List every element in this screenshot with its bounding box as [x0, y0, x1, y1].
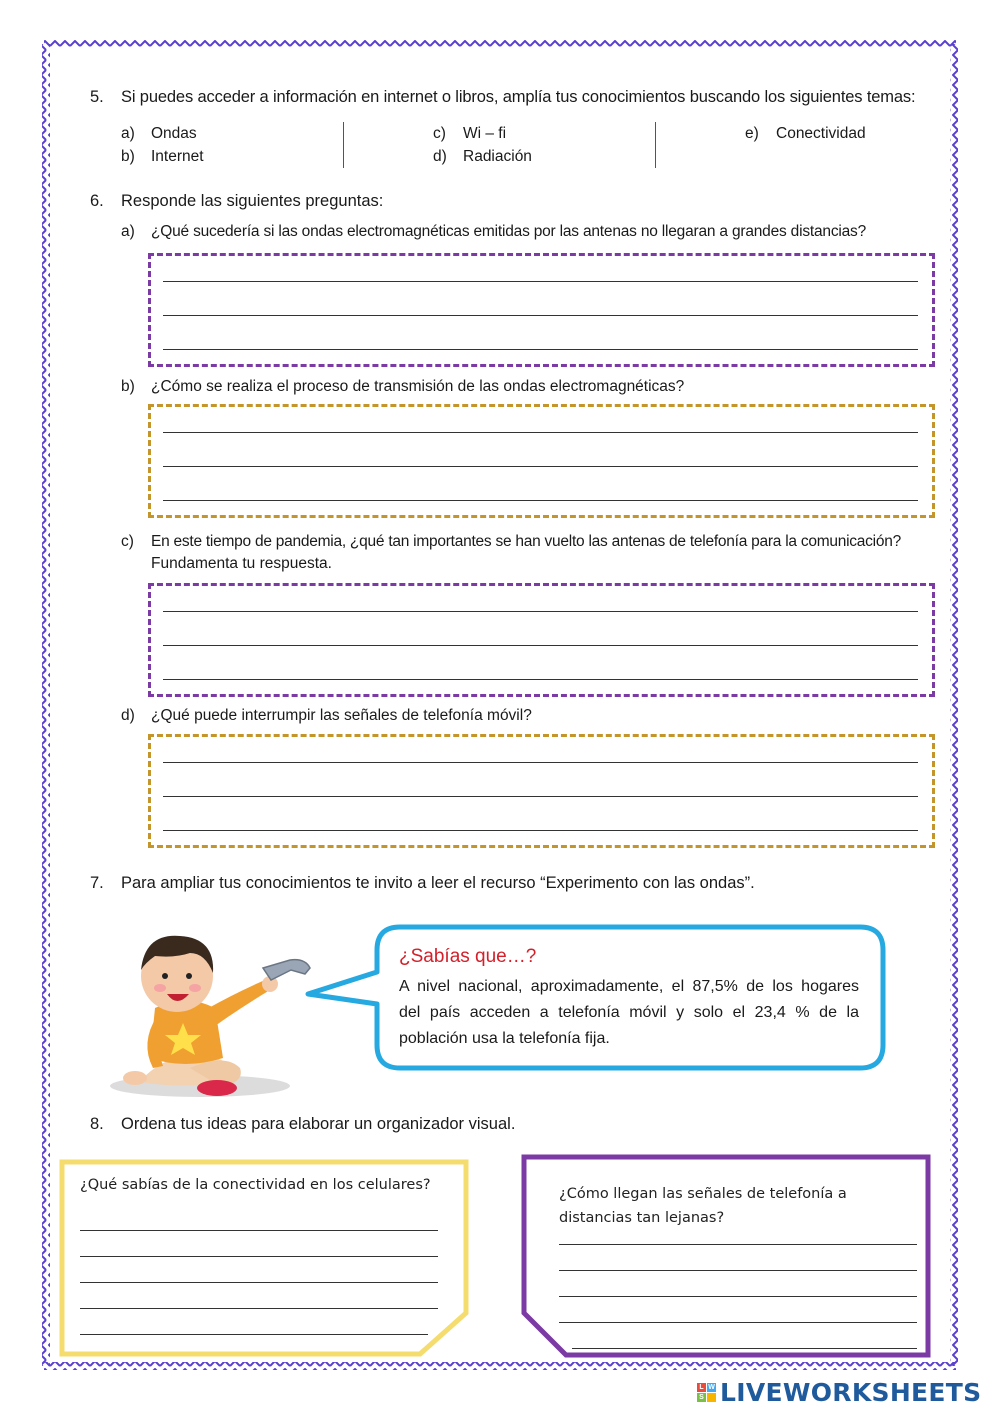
- logo-mark-l: L: [697, 1383, 706, 1392]
- q6b-letter: b): [121, 378, 135, 395]
- answer-box-6c[interactable]: [148, 583, 935, 697]
- q8-number: 8.: [90, 1115, 104, 1133]
- topic-wifi: Wi – fi: [463, 125, 507, 142]
- answer-line[interactable]: [163, 679, 918, 680]
- answer-line[interactable]: [163, 315, 918, 316]
- answer-line[interactable]: [559, 1270, 917, 1271]
- answer-line[interactable]: [163, 281, 918, 282]
- answer-line[interactable]: [80, 1334, 428, 1335]
- logo-mark-w: W: [708, 1384, 715, 1391]
- q6c-text-2: Fundamenta tu respuesta.: [151, 555, 332, 572]
- answer-line[interactable]: [163, 500, 918, 501]
- topic-ondas: Ondas: [151, 125, 197, 142]
- answer-line[interactable]: [80, 1230, 438, 1231]
- q7-text: Para ampliar tus conocimientos te invito a leer el recurso “Experimento con las ondas”.: [121, 874, 755, 892]
- brand-name: LIVEWORKSHEETS: [720, 1378, 982, 1407]
- bubble-line-1: A nivel nacional, aproximadamente, el 87,5% de los hogares: [399, 978, 859, 995]
- answer-line[interactable]: [559, 1296, 917, 1297]
- organizer-right-question-line-2: distancias tan lejanas?: [559, 1210, 725, 1226]
- answer-line[interactable]: [572, 1348, 917, 1349]
- q6d-letter: d): [121, 707, 135, 724]
- organizer-right-question: [559, 1182, 847, 1230]
- organizer-right-question-line-1: ¿Cómo llegan las señales de telefonía a: [559, 1186, 847, 1202]
- logo-mark-dot: [707, 1393, 716, 1402]
- topic-letter: d): [433, 148, 447, 165]
- q7-number: 7.: [90, 874, 104, 892]
- divider: [655, 122, 656, 168]
- answer-line[interactable]: [163, 830, 918, 831]
- topic-conectividad: Conectividad: [776, 125, 866, 142]
- answer-line[interactable]: [163, 466, 918, 467]
- q6a-letter: a): [121, 223, 135, 240]
- answer-line[interactable]: [163, 349, 918, 350]
- q8-text: Ordena tus ideas para elaborar un organizador visual.: [121, 1115, 516, 1133]
- answer-line[interactable]: [80, 1256, 438, 1257]
- q5-text: Si puedes acceder a información en internet o libros, amplía tus conocimientos buscando los siguientes temas:: [121, 88, 916, 106]
- answer-box-6b[interactable]: [148, 404, 935, 518]
- topic-letter: b): [121, 148, 135, 165]
- topic-letter: a): [121, 125, 135, 142]
- q5-number: 5.: [90, 88, 104, 106]
- answer-line[interactable]: [163, 762, 918, 763]
- bubble-line-3: población usa la telefonía fija.: [399, 1030, 610, 1047]
- q6d-text: ¿Qué puede interrumpir las señales de telefonía móvil?: [151, 707, 532, 724]
- topic-internet: Internet: [151, 148, 204, 165]
- answer-line[interactable]: [163, 645, 918, 646]
- bubble-body: [399, 974, 859, 1052]
- q6b-text: ¿Cómo se realiza el proceso de transmisión de las ondas electromagnéticas?: [151, 378, 685, 395]
- bubble-title: ¿Sabías que…?: [399, 946, 537, 967]
- answer-line[interactable]: [80, 1308, 438, 1309]
- bubble-line-2: del país acceden a telefonía móvil y solo el 23,4 % de la: [399, 1004, 859, 1021]
- answer-line[interactable]: [163, 796, 918, 797]
- q6c-text: En este tiempo de pandemia, ¿qué tan importantes se han vuelto las antenas de telefonía para la comunicación?: [151, 533, 901, 550]
- logo-mark: [697, 1383, 716, 1402]
- q6c-letter: c): [121, 533, 134, 550]
- liveworksheets-logo[interactable]: [697, 1378, 981, 1407]
- q6-text: Responde las siguientes preguntas:: [121, 192, 384, 210]
- answer-line[interactable]: [80, 1282, 438, 1283]
- answer-line[interactable]: [559, 1244, 917, 1245]
- answer-line[interactable]: [163, 432, 918, 433]
- topic-radiacion: Radiación: [463, 148, 532, 165]
- logo-mark-s: S: [697, 1393, 706, 1402]
- q6a-text: ¿Qué sucedería si las ondas electromagnéticas emitidas por las antenas no llegaran a grandes distancias?: [151, 223, 867, 240]
- topic-letter: c): [433, 125, 446, 142]
- answer-box-6d[interactable]: [148, 734, 935, 848]
- topic-letter: e): [745, 125, 759, 142]
- divider: [343, 122, 344, 168]
- answer-line[interactable]: [559, 1322, 917, 1323]
- answer-box-6a[interactable]: [148, 253, 935, 367]
- q6-number: 6.: [90, 192, 104, 210]
- organizer-left-question: ¿Qué sabías de la conectividad en los celulares?: [80, 1177, 431, 1193]
- answer-line[interactable]: [163, 611, 918, 612]
